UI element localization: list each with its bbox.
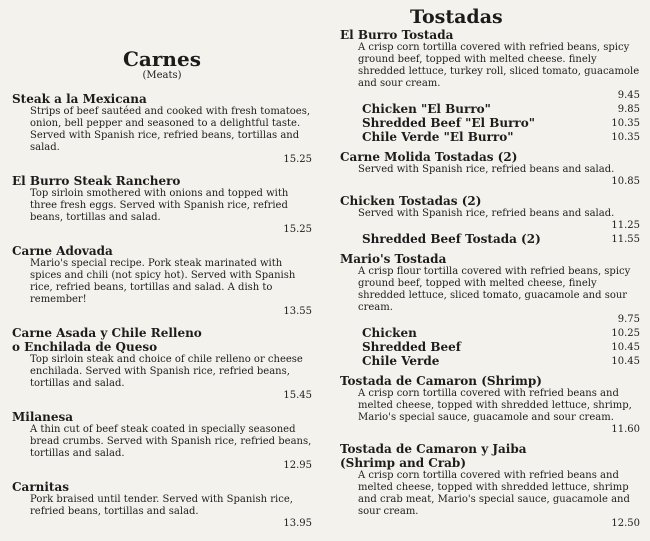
sub-item-price: 10.35 bbox=[611, 118, 640, 129]
item-price: 13.95 bbox=[283, 518, 312, 529]
description-text: A thin cut of beef steak coated in specially seasoned bread crumbs. Served with Spanish rice, refried beans, tortillas and salad. bbox=[30, 424, 312, 459]
sub-item-name: Chile Verde bbox=[362, 354, 440, 368]
item-price: 13.55 bbox=[283, 306, 312, 317]
item-name: Chicken Tostadas (2) bbox=[340, 194, 482, 208]
sub-item bbox=[340, 116, 640, 130]
item-price: 15.25 bbox=[283, 224, 312, 235]
item-description bbox=[340, 470, 640, 530]
item-description bbox=[340, 388, 640, 436]
item-name-line2: o Enchilada de Queso bbox=[12, 340, 158, 354]
sub-item-name: Chicken "El Burro" bbox=[362, 102, 491, 116]
sub-item bbox=[340, 232, 640, 246]
item-name: El Burro Steak Ranchero bbox=[12, 174, 181, 188]
item-price: 10.85 bbox=[611, 176, 640, 187]
description-text: Mario's special recipe. Pork steak marinated with spices and chili (not spicy hot). Served with Spanish rice, refried beans, tortillas and salad. A dish to remember! bbox=[30, 258, 296, 305]
sub-item-name: Chicken bbox=[362, 326, 417, 340]
menu-item bbox=[12, 326, 312, 402]
menu-item bbox=[340, 194, 640, 246]
menu-item bbox=[12, 480, 312, 530]
description-text: Pork braised until tender. Served with Spanish rice, refried beans, tortillas and salad. bbox=[30, 494, 293, 517]
description-text: A crisp corn tortilla covered with refried beans, spicy ground beef, topped with melted cheese. finely shredded lettuce, turkey roll, sliced tomato, guacamole and sour cream. bbox=[358, 42, 640, 89]
sub-item-price: 10.45 bbox=[611, 356, 640, 367]
item-price: 12.50 bbox=[611, 518, 640, 529]
item-description bbox=[340, 164, 640, 188]
sub-item bbox=[340, 130, 640, 144]
item-price: 9.75 bbox=[617, 314, 640, 325]
item-description bbox=[340, 208, 640, 232]
sub-item-price: 9.85 bbox=[617, 104, 640, 115]
item-description bbox=[12, 424, 312, 472]
sub-item bbox=[340, 326, 640, 340]
menu-item bbox=[340, 442, 640, 530]
item-price: 15.45 bbox=[283, 390, 312, 401]
sub-item-name: Chile Verde "El Burro" bbox=[362, 130, 514, 144]
sub-item-name: Shredded Beef "El Burro" bbox=[362, 116, 535, 130]
menu-item bbox=[12, 174, 312, 236]
item-name: Carne Molida Tostadas (2) bbox=[340, 150, 518, 164]
item-price: 15.25 bbox=[283, 154, 312, 165]
item-description bbox=[12, 106, 312, 166]
sub-item bbox=[340, 340, 640, 354]
sub-item-name: Shredded Beef bbox=[362, 340, 461, 354]
menu-item bbox=[340, 150, 640, 188]
item-name: Tostada de Camaron (Shrimp) bbox=[340, 374, 542, 388]
menu-item bbox=[340, 252, 640, 368]
item-price: 11.25 bbox=[611, 220, 640, 231]
section-subtitle: (Meats) bbox=[142, 70, 182, 81]
tostadas-section bbox=[340, 0, 640, 536]
description-text: Strips of beef sautéed and cooked with fresh tomatoes, onion, bell pepper and seasoned to a delightful taste. Served with Spanish rice, refried beans, tortillas and salad. bbox=[30, 106, 311, 153]
section-title: Carnes bbox=[123, 47, 201, 71]
item-name-line2: (Shrimp and Crab) bbox=[340, 456, 466, 470]
item-price: 9.45 bbox=[617, 90, 640, 101]
sub-item bbox=[340, 354, 640, 368]
description-text: Served with Spanish rice, refried beans and salad. bbox=[358, 208, 615, 219]
item-name: Carne Asada y Chile Relleno bbox=[12, 326, 202, 340]
item-name: Milanesa bbox=[12, 410, 74, 424]
sub-item-name: Shredded Beef Tostada (2) bbox=[362, 232, 541, 246]
description-text: Top sirloin steak and choice of chile relleno or cheese enchilada. Served with Spanish rice, refried beans, tortillas and salad. bbox=[30, 354, 303, 389]
item-description bbox=[12, 354, 312, 402]
item-description bbox=[12, 494, 312, 530]
sub-item-price: 10.35 bbox=[611, 132, 640, 143]
item-description bbox=[340, 42, 640, 102]
sub-item-price: 10.25 bbox=[611, 328, 640, 339]
description-text: A crisp corn tortilla covered with refried beans and melted cheese, topped with shredded lettuce, shrimp, Mario's special sauce, guacamole and sour cream. bbox=[358, 388, 632, 423]
menu-item bbox=[12, 92, 312, 166]
item-name: Carnitas bbox=[12, 480, 70, 494]
description-text: Served with Spanish rice, refried beans and salad. bbox=[358, 164, 615, 175]
item-name: Carne Adovada bbox=[12, 244, 113, 258]
item-description bbox=[12, 258, 312, 318]
item-price: 11.60 bbox=[611, 424, 640, 435]
section-title: Tostadas bbox=[410, 6, 503, 28]
sub-item-price: 11.55 bbox=[611, 234, 640, 245]
item-description bbox=[340, 266, 640, 326]
menu-item bbox=[340, 28, 640, 144]
item-name: Mario's Tostada bbox=[340, 252, 447, 266]
item-name: Steak a la Mexicana bbox=[12, 92, 147, 106]
item-description bbox=[12, 188, 312, 236]
sub-item-price: 10.45 bbox=[611, 342, 640, 353]
item-price: 12.95 bbox=[283, 460, 312, 471]
item-name: El Burro Tostada bbox=[340, 28, 454, 42]
carnes-section bbox=[12, 0, 312, 538]
item-name: Tostada de Camaron y Jaiba bbox=[340, 442, 527, 456]
sub-item bbox=[340, 102, 640, 116]
description-text: A crisp flour tortilla covered with refried beans, spicy ground beef, topped with melted cheese, finely shredded lettuce, sliced tomato, guacamole and sour cream. bbox=[358, 266, 631, 313]
description-text: A crisp corn tortilla covered with refried beans and melted cheese, topped with shredded lettuce, shrimp and crab meat, Mario's special sauce, guacamole and sour cream. bbox=[358, 470, 630, 517]
menu-item bbox=[340, 374, 640, 436]
description-text: Top sirloin smothered with onions and topped with three fresh eggs. Served with Spanish rice, refried beans, tortillas and salad. bbox=[30, 188, 289, 223]
menu-item bbox=[12, 410, 312, 472]
menu-item bbox=[12, 244, 312, 318]
